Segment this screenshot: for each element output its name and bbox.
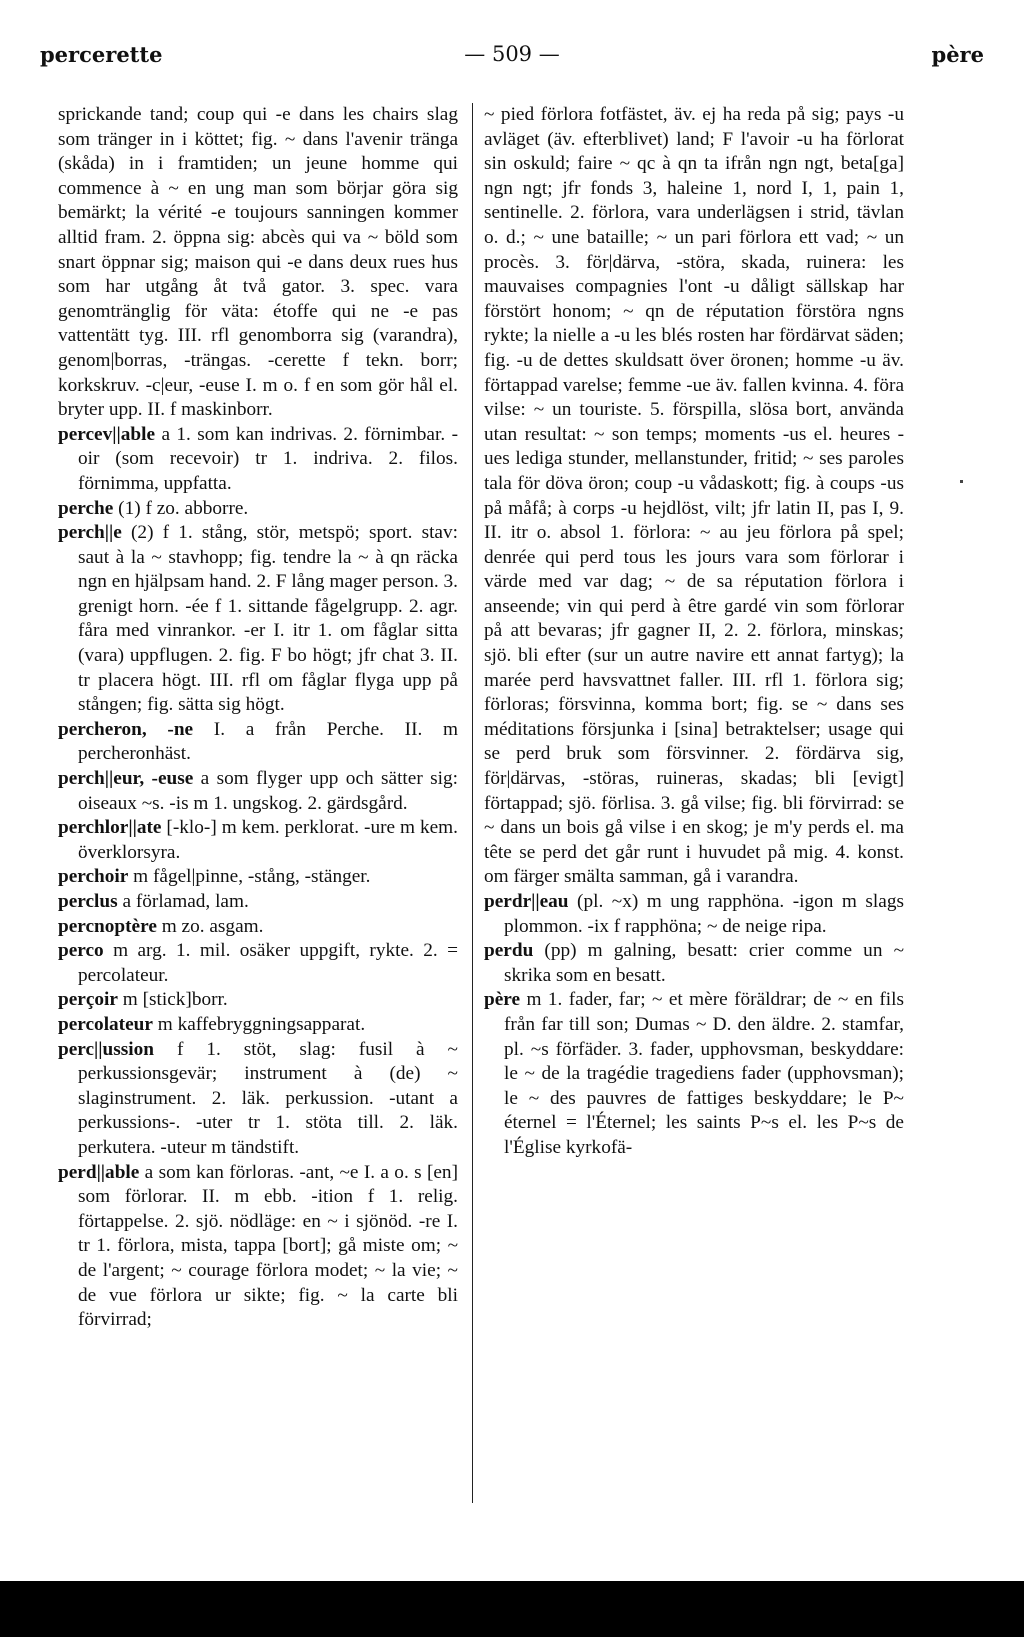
headword: perclus bbox=[58, 891, 118, 912]
headword: perco bbox=[58, 940, 104, 962]
dictionary-entry: perche (1) f zo. abborre. bbox=[58, 497, 249, 519]
right-column bbox=[484, 103, 904, 1503]
page-header bbox=[40, 42, 984, 82]
headword: perchoir bbox=[58, 866, 129, 888]
headword: perd||able bbox=[58, 1161, 140, 1183]
page-number: — 509 — bbox=[464, 42, 560, 66]
dictionary-entry: perchlor||ate [-klo-] m kem. perklorat. -ure m kem. överklorsyra. bbox=[58, 817, 458, 863]
headword: perche bbox=[58, 497, 114, 519]
dictionary-entry: percnoptère m zo. asgam. bbox=[58, 915, 264, 937]
headword: percheron, -ne bbox=[58, 718, 194, 740]
headword: perc||ussion bbox=[58, 1038, 154, 1060]
dictionary-entry: père m 1. fader, far; ~ et mère föräldrar; de ~ en fils från far till son; Dumas ~ D. den äldre. 2. stamfar, pl. ~s förfäder. 3. fader, upphovsman, beskyddare: le ~ de la tragédie tragediens fader (upphovsman); le ~ des pauvres de fattiges beskyddare; le P~ éternel = l'Éternel; les saints P~s el. les P~s de l'Église kyrkofä- bbox=[484, 989, 904, 1158]
headword: perchlor||ate bbox=[58, 817, 162, 839]
headword: perdr||eau bbox=[484, 891, 569, 912]
headword: perch||e bbox=[58, 522, 122, 544]
scan-speck bbox=[960, 480, 963, 483]
headword: père bbox=[484, 989, 521, 1011]
dictionary-entry: perd||able a som kan förloras. -ant, ~e I. a o. s [en] som förlorar. II. m ebb. -ition f 1. relig. förtappelse. 2. sjö. nödläge: en ~ i sjönöd. -re I. tr 1. förlora, mista, tappa [bort]; gå miste om; ~ de l'argent; ~ courage förlora modet; ~ la vie; ~ de vue förlora ur sikte; fig. ~ la carte bli förvirrad; bbox=[58, 1161, 458, 1331]
dictionary-entry: perco m arg. 1. mil. osäker uppgift, rykte. 2. = percolateur. bbox=[58, 940, 458, 986]
dictionary-entry: perclus a förlamad, lam. bbox=[58, 891, 249, 912]
dictionary-entry: perdu (pp) m galning, besatt: crier comme un ~ skrika som en besatt. bbox=[484, 940, 904, 986]
dictionary-entry: percheron, -ne I. a från Perche. II. m percheronhäst. bbox=[58, 718, 458, 765]
dictionary-entry: ~ pied förlora fotfästet, äv. ej ha reda på sig; pays -u avläget (äv. efterblivet) land; F l'avoir -u ha förlorat sin oskuld; faire ~ qc à qn ta ifrån ngn ngt, beta[ga] ngn ngt; jfr fonds 3, haleine 1, nord I, 1, pain 1, sentinelle. 2. förlora, vara underlägsen i strid, tävlan o. d.; ~ une bataille; ~ un pari förlora ett vad; ~ un procès. 3. för|därva, -störa, skada, ruinera: les mauvaises compagnies l'ont -u dåligt sällskap har förstört honom; ~ qn de réputation förstöra ngns rykte; la nielle a -u les blés rosten har fördärvat säden; fig. -u de dettes skuldsatt över öronen; homme -u äv. förtappad varelse; femme -ue äv. fallen kvinna. 4. föra vilse: ~ un touriste. 5. förspilla, slösa bort, använda utan resultat: ~ son temps; moments -us el. heures -ues lediga stunder, mellanstunder, fritid; ~ ses paroles tala för döva öron; coup -u vådaskott; fig. à coups -us på måfå; à corps -u hejdlöst, vilt; jfr latin II, pas I, 9. II. itr o. absol 1. förlora: ~ au jeu förlora på spel; denrée qui perd tous les jours vara som förlorar i värde med var dag; ~ de sa réputation förlora i anseende; vin qui perd à être gardé vin som förlorar på att bevaras; jfr gagner II, 2. 2. förlora, minskas; sjö. bli efter (sur un autre navire ett annat fartyg); la marée perd havsvattnet faller. III. rfl 1. förlora sig; förloras; försvinna, komma bort; fig. se ~ dans ses méditations försjunka i [sina] betraktelser; usage qui se perd bruk som försvinner. 2. fördärva sig, för|därvas, -störas, ruineras, skadas; bli [evigt] förtappad; sjö. förlisa. 3. gå vilse; fig. bli förvirrad: se ~ dans un bois gå vilse i en skog; je m'y perds el. ma tête se perd det går runt i huvudet på mig. 4. konst. om färger smälta samman, gå i varandra. bbox=[484, 104, 904, 888]
column-divider bbox=[472, 103, 473, 1503]
dictionary-entry: perc||ussion f 1. stöt, slag: fusil à ~ perkussionsgevär; instrument à (de) ~ slaginstrument. 2. läk. perkussion. -utant a perkussions-. -uter tr 1. stöta till. 2. läk. perkutera. -uteur m tändstift. bbox=[58, 1038, 458, 1158]
headword: percnoptère bbox=[58, 915, 157, 937]
dictionary-entry: perdr||eau (pl. ~x) m ung rapphöna. -igon m slags plommon. -ix f rapphöna; ~ de neige ripa. bbox=[484, 891, 904, 937]
dictionary-entry: percolateur m kaffebryggningsapparat. bbox=[58, 1013, 366, 1035]
headword: perçoir bbox=[58, 989, 118, 1011]
dictionary-entry: perçoir m [stick]borr. bbox=[58, 989, 228, 1011]
scan-bottom-border bbox=[0, 1581, 1024, 1637]
headword: percolateur bbox=[58, 1013, 153, 1035]
header-right-guideword: père bbox=[931, 42, 984, 67]
dictionary-entry: percev||able a 1. som kan indrivas. 2. förnimbar. -oir (som recevoir) tr 1. indriva. 2. filos. förnimma, uppfatta. bbox=[58, 423, 458, 494]
dictionary-entry: perchoir m fågel|pinne, -stång, -stänger. bbox=[58, 866, 371, 888]
headword: perdu bbox=[484, 940, 534, 962]
dictionary-entry: perch||eur, -euse a som flyger upp och sätter sig: oiseaux ~s. -is m 1. ungskog. 2. gärdsgård. bbox=[58, 768, 458, 814]
dictionary-entry: perch||e (2) f 1. stång, stör, metspö; sport. stav: saut à la ~ stavhopp; fig. tendre la ~ à qn räcka ngn en hjälpsam hand. 2. F lång mager person. 3. grenigt horn. -ée f 1. sittande fågelgrupp. 2. agr. fåra med vinrankor. -er I. itr 1. om fåglar sitta (vara) uppflugen. 2. fig. F bo högt; jfr chat 3. II. tr placera högt. III. rfl om fåglar flyga upp på stången; fig. sätta sig högt. bbox=[58, 522, 458, 716]
dictionary-entry: sprickande tand; coup qui -e dans les chairs slag som tränger in i köttet; fig. ~ dans l'avenir tränga (skåda) in i framtiden; un jeune homme qui commence à ~ en ung man som börjar göra sig bemärkt; la vérité -e toujours sanningen kommer alltid fram. 2. öppna sig: abcès qui va ~ böld som snart öppnar sig; maison qui -e dans deux rues hus som har utgång åt två gator. 3. spec. vara genomtränglig för väta: étoffe qui ne -e pas vattentätt tyg. III. rfl genomborra sig (varandra), genom|borras, -trängas. -cerette f tekn. borr; korkskruv. -c|eur, -euse I. m o. f en som gör hål el. bryter upp. II. f maskinborr. bbox=[58, 104, 458, 421]
left-column bbox=[58, 103, 458, 1503]
headword: perch||eur, -euse bbox=[58, 768, 194, 790]
headword: percev||able bbox=[58, 423, 156, 445]
header-left-guideword: percerette bbox=[40, 42, 163, 67]
